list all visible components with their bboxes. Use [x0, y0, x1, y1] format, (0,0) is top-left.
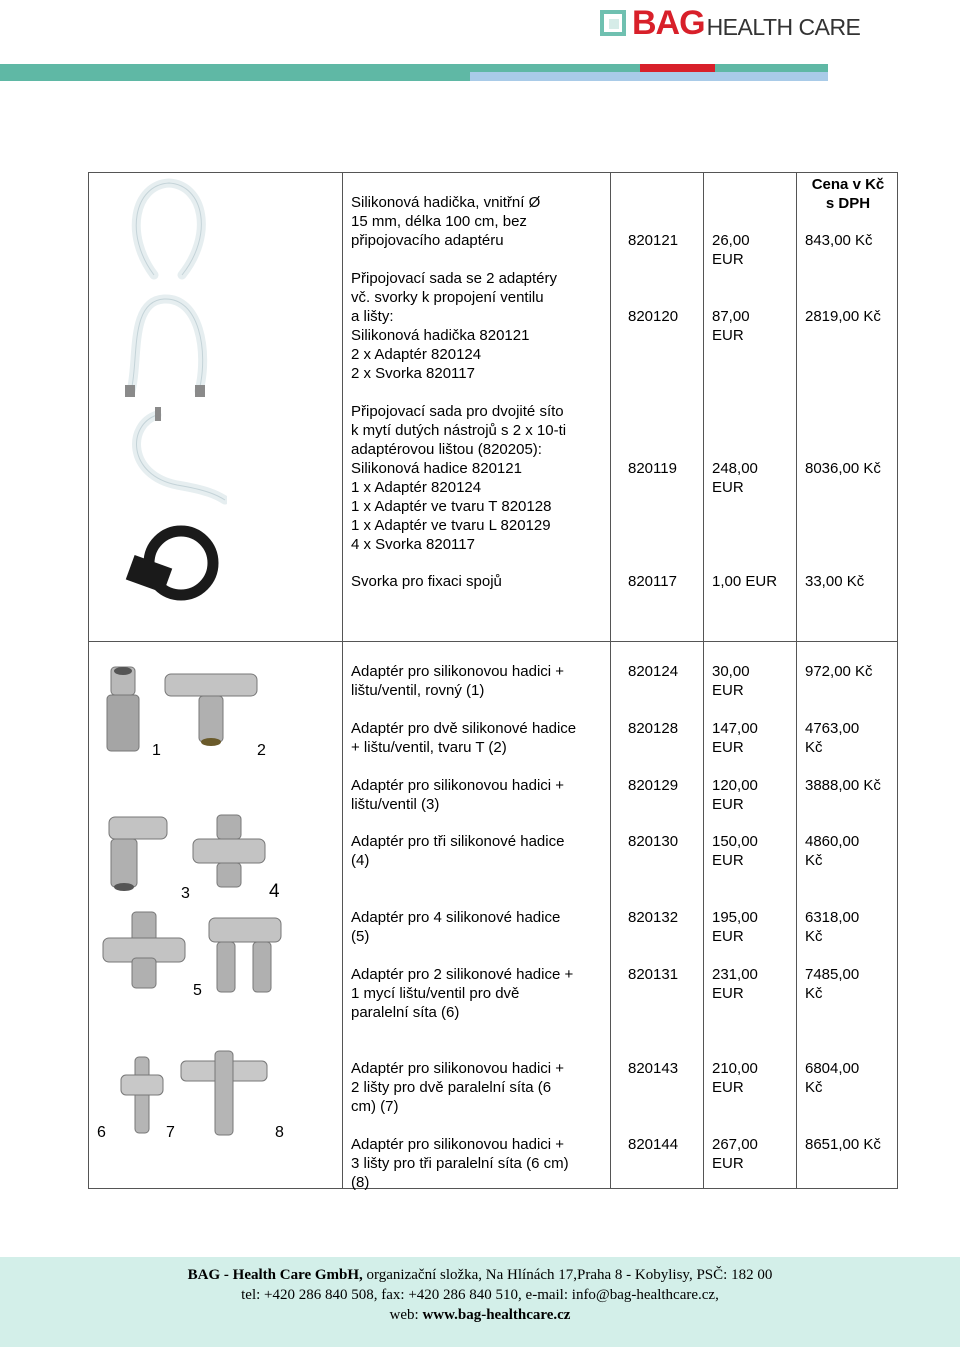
product-table: [88, 172, 898, 1189]
price-eur: 120,00 EUR: [712, 777, 758, 813]
footer-web-line: [0, 1307, 960, 1324]
image-label: 2: [257, 742, 266, 759]
product-description: Adaptér pro silikonovou hadici + lištu/ventil, rovný (1): [351, 663, 565, 699]
image-label: 6: [97, 1124, 106, 1141]
footer-company: BAG - Health Care GmbH,: [187, 1267, 363, 1283]
product-description: Adaptér pro 4 silikonové hadice (5): [351, 909, 561, 945]
adapter-two-hose-image: [205, 908, 285, 998]
connection-set-image: [119, 281, 219, 401]
product-code: 820120: [628, 308, 679, 325]
adapter-t-image: [161, 668, 261, 748]
product-code: 820130: [628, 833, 679, 850]
footer-web-label: web:: [389, 1307, 423, 1323]
product-code: 820144: [628, 1136, 679, 1153]
price-czk: 6804,00 Kč: [805, 1060, 860, 1096]
price-czk: 8036,00 Kč: [805, 460, 881, 477]
header-stripe-teal-left: [0, 72, 470, 81]
price-eur: 30,00 EUR: [712, 663, 750, 699]
product-code: 820131: [628, 966, 679, 983]
price-eur: 147,00 EUR: [712, 720, 758, 756]
price-eur: 267,00 EUR: [712, 1136, 758, 1172]
price-czk: 2819,00 Kč: [805, 308, 881, 325]
product-description: Adaptér pro dvě silikonové hadice + lištu/ventil, tvaru T (2): [351, 720, 577, 756]
footer-address-line: [0, 1267, 960, 1284]
price-czk: 4763,00 Kč: [805, 720, 860, 756]
footer-contact: tel: +420 286 840 508, fax: +420 286 840 510, e-mail: info@bag-healthcare.cz,: [241, 1287, 719, 1303]
product-description: Připojovací sada se 2 adaptéry vč. svorky k propojení ventilu a lišty: Silikonová hadička 820121 2 x Adaptér 820124 2 x Svorka 820117: [351, 270, 557, 382]
product-code: 820117: [628, 573, 677, 590]
footer-address: organizační složka, Na Hlínách 17,Praha 8 - Kobylisy, PSČ: 182 00: [362, 1267, 773, 1283]
price-czk: 843,00 Kč: [805, 232, 873, 249]
image-label: 8: [275, 1124, 284, 1141]
product-code: 820121: [628, 232, 679, 249]
price-eur: 195,00 EUR: [712, 909, 758, 945]
silicone-tube-image: [124, 175, 214, 285]
adapter-two-bar-image: [117, 1053, 167, 1138]
image-label: 4: [269, 881, 280, 902]
price-eur: 231,00 EUR: [712, 966, 758, 1002]
product-code: 820129: [628, 777, 679, 794]
price-czk: 8651,00 Kč: [805, 1136, 881, 1153]
column-divider: [703, 173, 704, 1188]
header-stripe-red: [640, 64, 715, 72]
price-eur: 150,00 EUR: [712, 833, 758, 869]
product-code: 820119: [628, 460, 677, 477]
row-divider: [89, 641, 897, 642]
product-code: 820132: [628, 909, 679, 926]
product-code: 820124: [628, 663, 679, 680]
price-czk-header: Cena v Kč s DPH: [811, 176, 885, 212]
product-code: 820143: [628, 1060, 679, 1077]
image-label: 1: [152, 742, 161, 759]
price-czk: 33,00 Kč: [805, 573, 865, 590]
logo-suffix: HEALTH CARE: [706, 13, 861, 40]
adapter-three-way-image: [189, 813, 269, 893]
header-stripe-blue: [470, 72, 828, 81]
price-eur: 1,00 EUR: [712, 573, 778, 590]
price-eur: 210,00 EUR: [712, 1060, 758, 1096]
adapter-four-way-image: [99, 908, 189, 993]
product-description: Adaptér pro silikonovou hadici + 3 lišty pro tři paralelní síta (6 cm) (8): [351, 1136, 569, 1191]
column-divider: [342, 173, 343, 1188]
adapter-l-image: [103, 813, 173, 893]
adapter-three-bar-image: [177, 1049, 272, 1139]
image-label: 5: [193, 982, 202, 999]
page-footer: [0, 1257, 960, 1347]
price-czk: 972,00 Kč: [805, 663, 873, 680]
column-divider: [796, 173, 797, 1188]
logo-brand: BAG: [632, 3, 705, 42]
column-divider: [610, 173, 611, 1188]
company-logo: [600, 5, 860, 41]
price-eur: 248,00 EUR: [712, 460, 758, 496]
price-czk: 4860,00 Kč: [805, 833, 860, 869]
double-sieve-set-image: [117, 405, 227, 505]
adapter-straight-image: [99, 663, 149, 758]
product-description: Adaptér pro 2 silikonové hadice + 1 mycí lištu/ventil pro dvě paralelní síta (6): [351, 966, 574, 1021]
footer-web-link[interactable]: www.bag-healthcare.cz: [422, 1307, 571, 1323]
logo-mark-icon: [600, 10, 626, 36]
image-label: 7: [166, 1124, 175, 1141]
price-czk: 6318,00 Kč: [805, 909, 860, 945]
product-description: Připojovací sada pro dvojité síto k mytí dutých nástrojů s 2 x 10-ti adaptérovou lištou (820205): Silikonová hadice 820121 1 x Adaptér 820124 1 x Adaptér ve tvaru T 820128 1 x Adaptér ve tvaru L 820129 4 x Svorka 820117: [351, 403, 567, 553]
price-eur: 87,00 EUR: [712, 308, 750, 344]
clamp-image: [109, 521, 219, 611]
price-eur: 26,00 EUR: [712, 232, 750, 268]
product-description: Adaptér pro silikonovou hadici + lištu/ventil (3): [351, 777, 565, 813]
product-code: 820128: [628, 720, 679, 737]
product-description: Silikonová hadička, vnitřní Ø 15 mm, délka 100 cm, bez připojovacího adaptéru: [351, 194, 541, 249]
image-label: 3: [181, 885, 190, 902]
product-description: Svorka pro fixaci spojů: [351, 573, 502, 590]
price-czk: 3888,00 Kč: [805, 777, 881, 794]
price-czk: 7485,00 Kč: [805, 966, 860, 1002]
product-description: Adaptér pro tři silikonové hadice (4): [351, 833, 565, 869]
product-description: Adaptér pro silikonovou hadici + 2 lišty pro dvě paralelní síta (6 cm) (7): [351, 1060, 565, 1115]
